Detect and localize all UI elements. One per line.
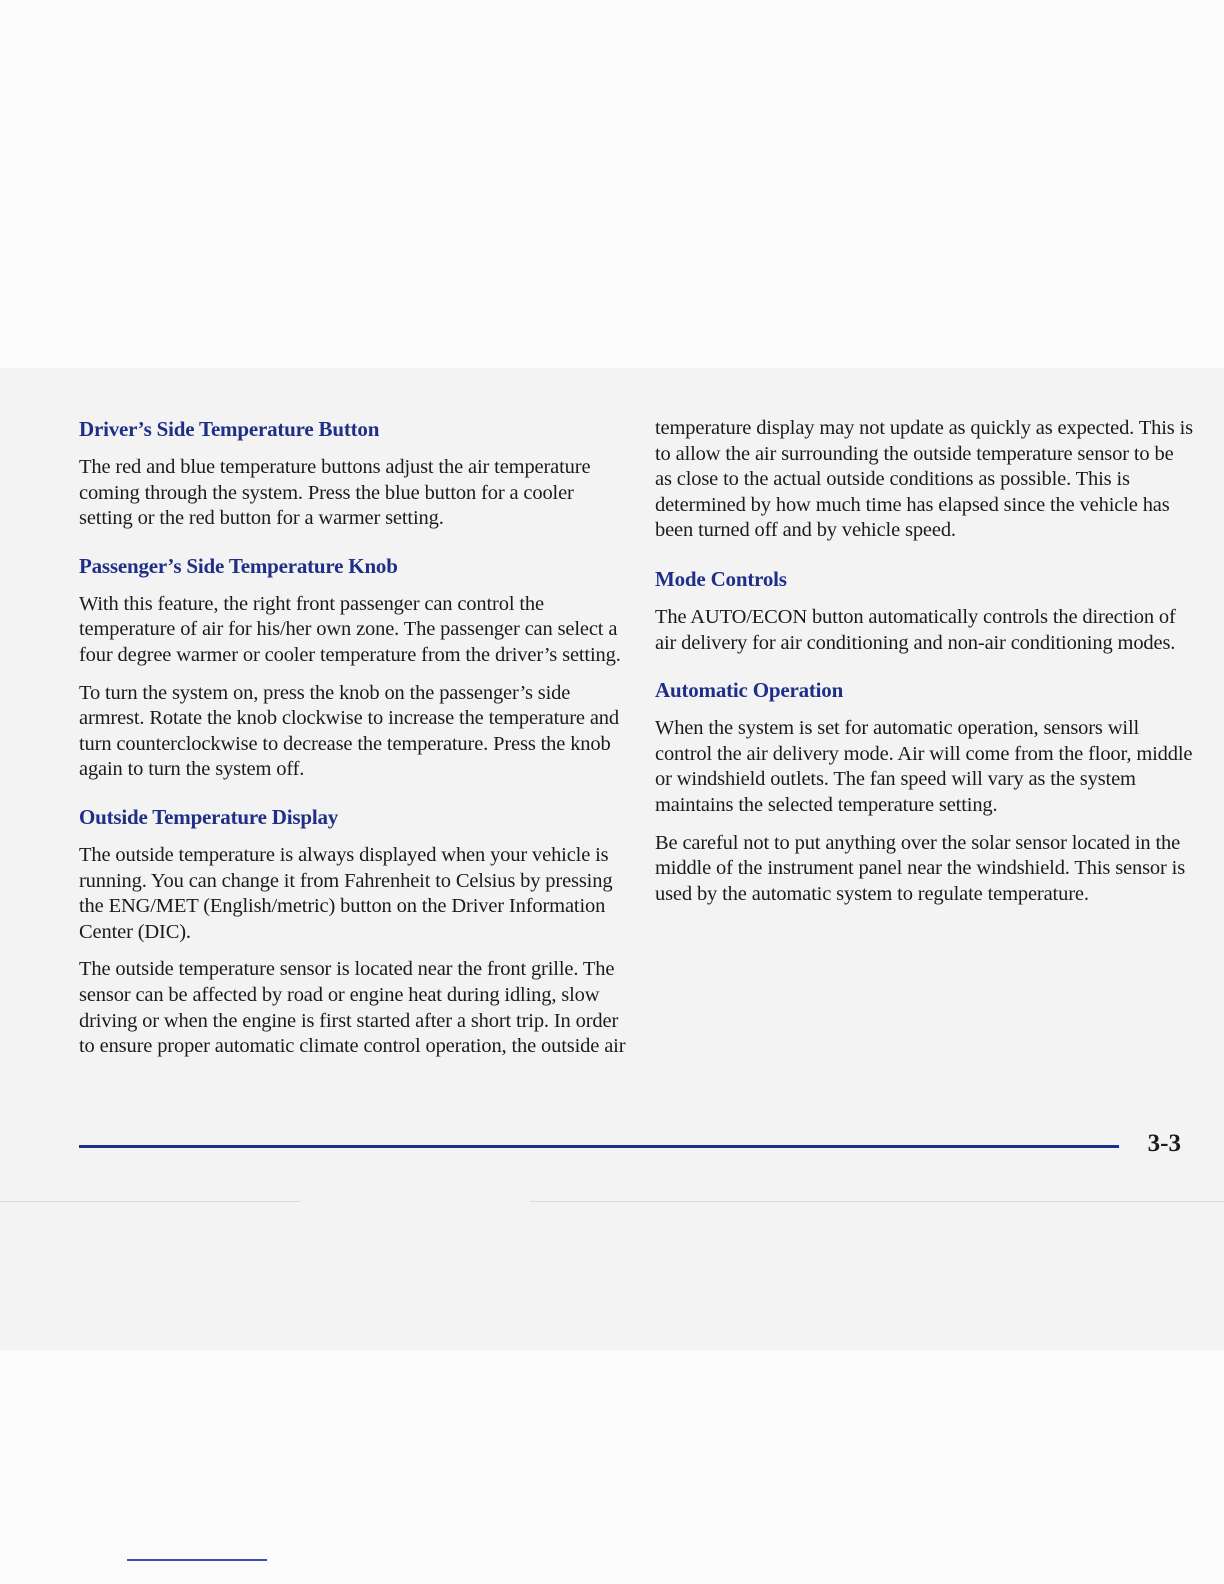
left-column: [79, 416, 627, 1072]
heading-mode-controls: Mode Controls: [655, 566, 787, 591]
bottom-mark: [127, 1559, 267, 1561]
heading-outside-temperature-display: Outside Temperature Display: [79, 804, 339, 829]
heading-automatic-operation: Automatic Operation: [655, 678, 844, 703]
paragraph-solar-sensor: Be careful not to put anything over the solar sensor located in the middle of the instrument panel near the windshield. This sensor is used by the automatic system to regulate temperature.: [655, 831, 1186, 905]
paragraph-outside-temperature-sensor: The outside temperature sensor is located near the front grille. The sensor can be affected by road or engine heat during idling, slow driving or when the engine is first started after a short trip. In order to ensure proper automatic climate control operation, the outside air: [79, 958, 626, 1058]
scan-line-right: [530, 1201, 1224, 1202]
paragraph-automatic-operation: When the system is set for automatic operation, sensors will control the air delivery mode. Air will come from the floor, middle or windshield outlets. The fan speed will vary as the system maintains the selected temperature setting.: [655, 717, 1193, 816]
heading-drivers-side-temperature-button: Driver’s Side Temperature Button: [79, 417, 380, 441]
footer-rule: [79, 1145, 1119, 1148]
paragraph-mode-controls: The AUTO/ECON button automatically controls the direction of air delivery for air conditioning and non-air conditioning modes.: [655, 605, 1176, 654]
paragraph-drivers-side-temperature-button: The red and blue temperature buttons adjust the air temperature coming through the system. Press the blue button for a cooler setting or the red button for a warmer setting.: [79, 456, 591, 530]
paragraph-continuation: temperature display may not update as quickly as expected. This is to allow the air surrounding the outside temperature sensor to be as close to the actual outside conditions as possible. This is determined by how much time has elapsed since the vehicle has been turned off and by vehicle speed.: [655, 417, 1193, 542]
scan-line-left: [0, 1201, 300, 1202]
heading-passengers-side-temperature-knob: Passenger’s Side Temperature Knob: [79, 553, 398, 578]
paragraph-passengers-knob-feature: With this feature, the right front passenger can control the temperature of air for his/her own zone. The passenger can select a four degree warmer or cooler temperature from the driver’s setting.: [79, 592, 621, 666]
right-column: [655, 416, 1195, 919]
page-number: 3-3: [1147, 1130, 1181, 1157]
paragraph-outside-temperature-display: The outside temperature is always displayed when your vehicle is running. You can change it from Fahrenheit to Celsius by pressing the ENG/MET (English/metric) button on the Driver Information Center (DIC).: [79, 843, 613, 943]
paragraph-passengers-knob-usage: To turn the system on, press the knob on the passenger’s side armrest. Rotate the knob clockwise to increase the temperature and turn counterclockwise to decrease the temperature. Press the knob again to turn the system off.: [79, 681, 619, 781]
